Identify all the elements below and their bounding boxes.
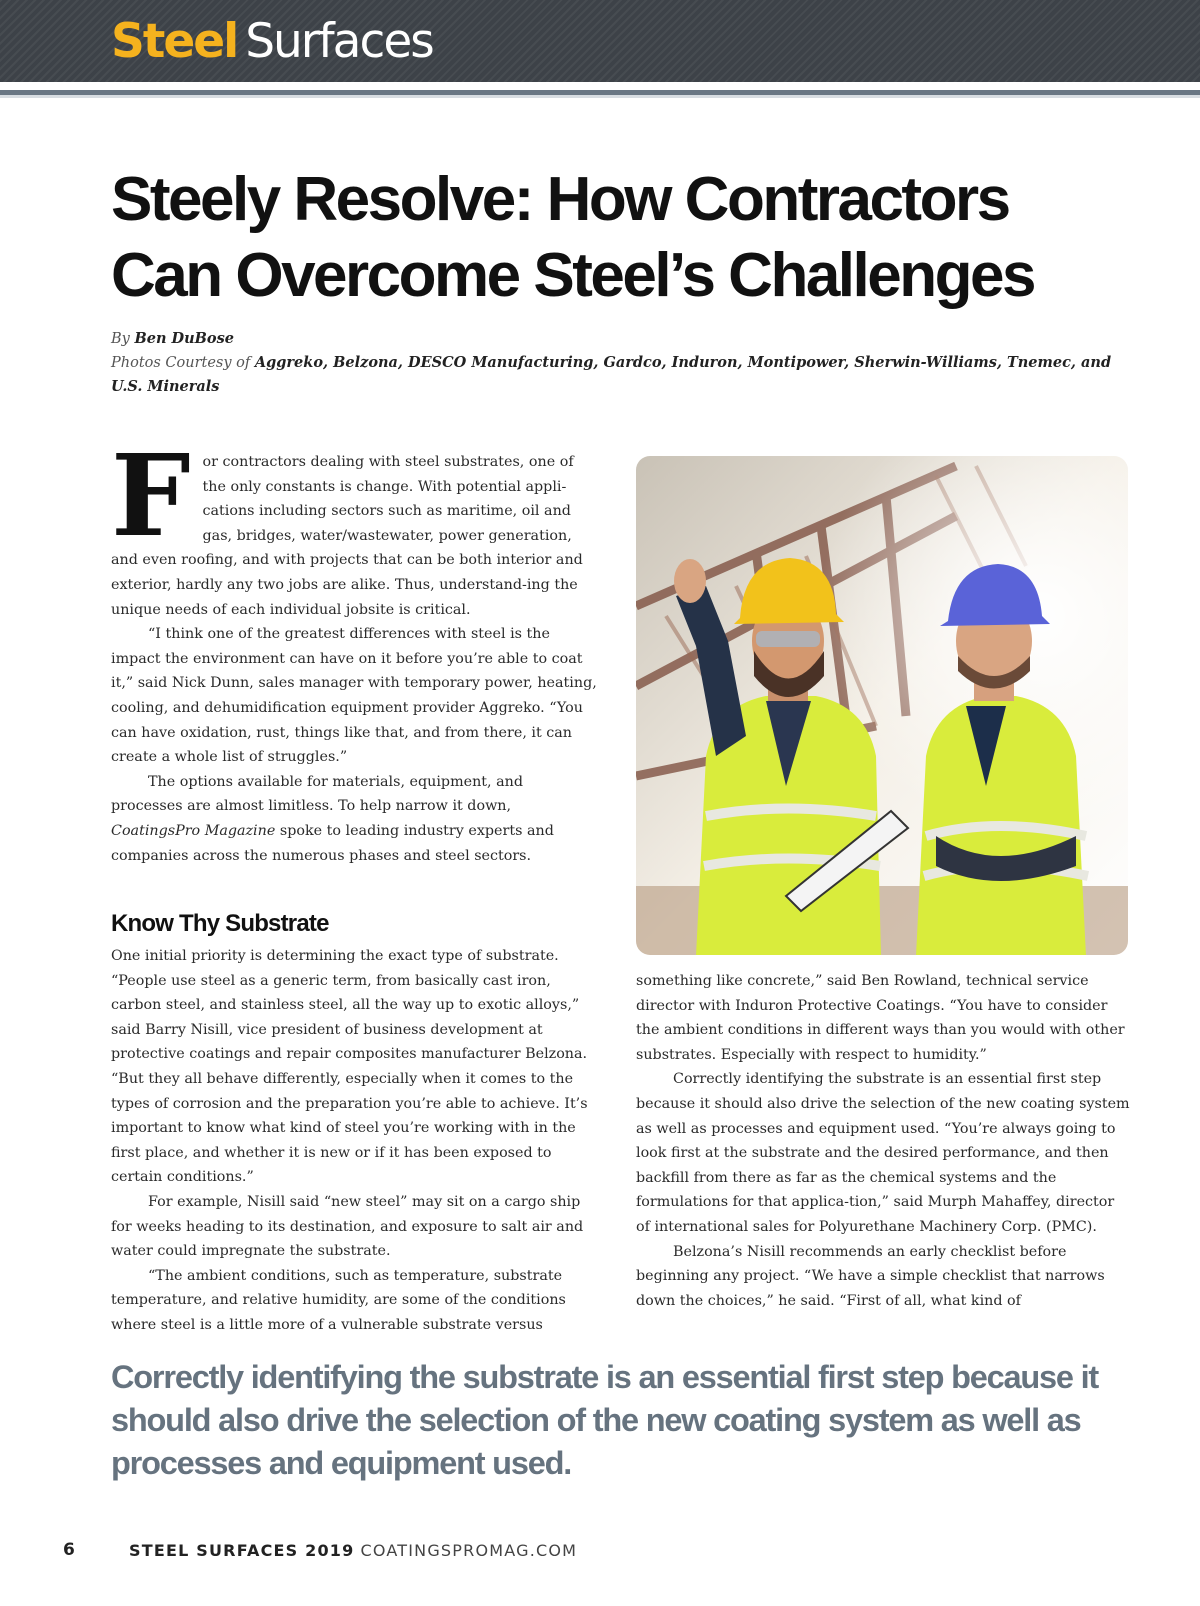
credits-value: Aggreko, Belzona, DESCO Manufacturing, Gardco, Induron, Montipower, Sherwin-Williams, Tnemec, and U.S. Minerals xyxy=(111,354,1112,395)
paragraph-identifying: Correctly identifying the substrate is an essential first step because it should also drive the selection of the new coating system as well as processes and equipment used. “You’re always going to look first at the substrate and the desired performance, and then backfill from there as far as the chemical systems and the formulations for that applica-tion,” said Murph Mahaffey, director of international sales for Polyurethane Machinery Corp. (PMC). xyxy=(636,1071,1130,1235)
header-rule xyxy=(0,90,1200,98)
paragraph-rowland: something like concrete,” said Ben Rowland, technical service director with Induron Protective Coatings. “You have to consider the ambient conditions in different ways than you would with other substrates. Especially with respect to humidity.” xyxy=(636,973,1125,1063)
dropcap: F xyxy=(111,431,191,562)
page-footer xyxy=(0,1540,1200,1570)
paragraph-intro xyxy=(111,431,598,622)
column-left-substrate xyxy=(111,944,601,1338)
credits-label: Photos Courtesy of xyxy=(111,355,251,371)
paragraph-options-start: The options available for materials, equipment, and processes are almost limitless. To help narrow it down, xyxy=(111,773,524,815)
column-right xyxy=(636,969,1130,1313)
photo-credits xyxy=(111,351,1131,399)
paragraph-options-end: spoke to leading industry experts and companies across the numerous phases and steel sectors. xyxy=(111,822,554,864)
byline-label: By xyxy=(111,331,130,347)
subhead-know-thy-substrate: Know Thy Substrate xyxy=(111,910,329,937)
paragraph-quote-dunn: “I think one of the greatest differences with steel is the impact the environment can have on it before you’re able to coat it,” said Nick Dunn, sales manager with temporary power, heating, cooling, and dehumidification equipment provider Aggreko. “You can have oxidation, rust, things like that, and from there, it can create a whole list of struggles.” xyxy=(111,626,597,766)
headline-rest: How Contractors Can Overcome Steel’s Challenges xyxy=(111,165,1034,310)
footer-site: COATINGSPROMAG.COM xyxy=(360,1541,578,1560)
paragraph-new-steel: For example, Nisill said “new steel” may sit on a cargo ship for weeks heading to its destination, and exposure to salt air and water could impregnate the substrate. xyxy=(111,1193,584,1260)
footer-issue xyxy=(129,1541,577,1560)
footer-issue-label: STEEL SURFACES 2019 xyxy=(129,1541,355,1560)
byline xyxy=(111,327,1131,351)
magazine-name: CoatingsPro Magazine xyxy=(111,822,276,839)
page-number: 6 xyxy=(63,1540,75,1560)
section-title xyxy=(111,14,433,70)
paragraph-ambient: “The ambient conditions, such as temperature, substrate temperature, and relative humidity, are some of the conditions where steel is a little more of a vulnerable substrate versus xyxy=(111,1267,566,1333)
paragraph-options xyxy=(111,770,598,868)
headline-strong: Steely Resolve: xyxy=(111,165,532,234)
workers-photo-illustration xyxy=(636,456,1128,955)
column-left-intro xyxy=(111,431,598,868)
section-title-rest: Surfaces xyxy=(245,14,433,69)
section-title-accent: Steel xyxy=(111,14,238,69)
byline-author: Ben DuBose xyxy=(134,330,234,347)
article-headline xyxy=(111,162,1121,314)
paragraph-checklist: Belzona’s Nisill recommends an early checklist before beginning any project. “We have a simple checklist that narrows down the choices,” he said. “First of all, what kind of xyxy=(636,1243,1105,1309)
header-band xyxy=(0,0,1200,82)
paragraph-intro-text: or contractors dealing with steel substrates, one of the only constants is change. With potential appli-cations including sectors such as maritime, oil and gas, bridges, water/wastewater, power generation, and even roofing, and with projects that can be both interior and exterior, hardly any two jobs are alike. Thus, understand-ing the unique needs of each individual jobsite is critical. xyxy=(111,454,583,618)
paragraph-substrate: One initial priority is determining the exact type of substrate. “People use steel as a generic term, from basically cast iron, carbon steel, and stainless steel, all the way up to exotic alloys,” said Barry Nisill, vice president of business development at protective coatings and repair composites manufacturer Belzona. “But they all behave differently, especially when it comes to the types of corrosion and the preparation you’re able to achieve. It’s important to know what kind of steel you’re working with in the first place, and whether it is new or if it has been exposed to certain conditions.” xyxy=(111,948,588,1186)
pull-quote: Correctly identifying the substrate is an essential first step because it should also drive the selection of the new coating system as well as processes and equipment used. xyxy=(111,1359,1099,1481)
article-photo xyxy=(636,456,1128,955)
